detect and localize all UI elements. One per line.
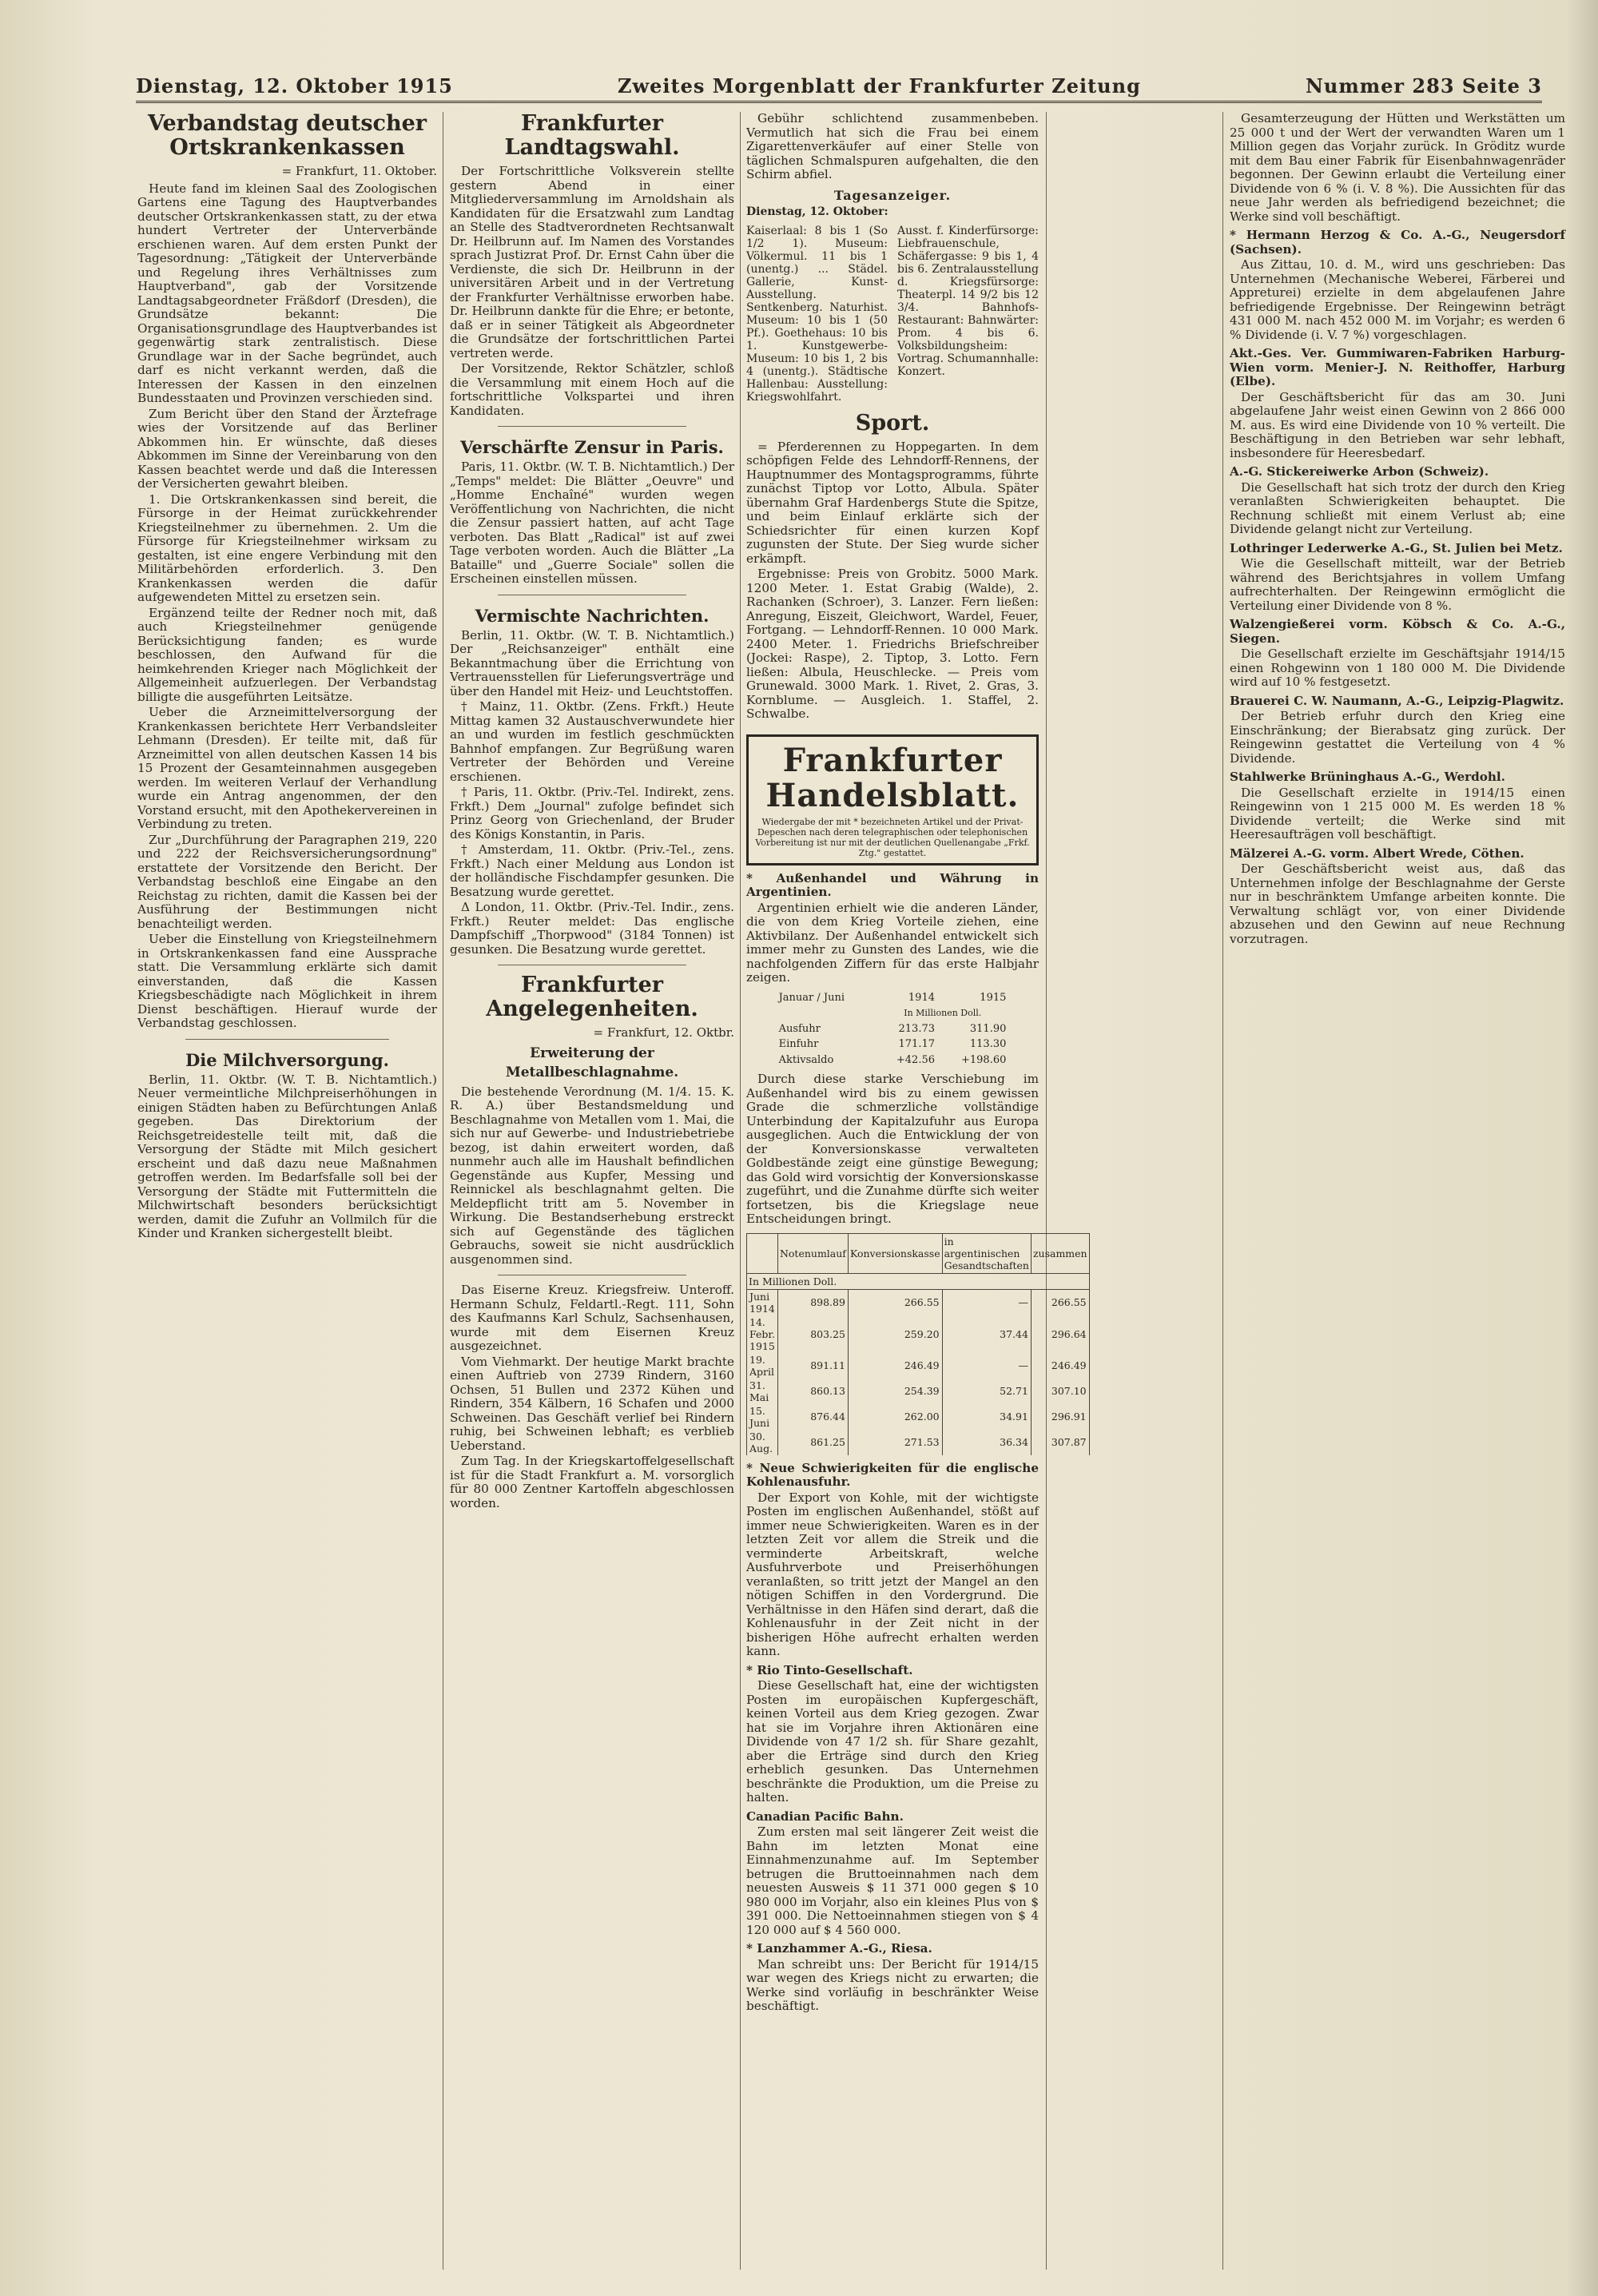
article-headline: * Hermann Herzog & Co. A.-G., Neugersdorf (Sachsen).: [1230, 228, 1565, 257]
table-cell: Aktivsaldo: [778, 1053, 834, 1066]
table-header: [747, 1233, 778, 1273]
table-unit: In Millionen Doll.: [904, 1008, 982, 1018]
table-cell: 36.34: [942, 1430, 1031, 1455]
table-cell: +42.56: [896, 1053, 935, 1066]
table-head: Januar / Juni: [778, 991, 845, 1004]
paragraph: Argentinien erhielt wie die anderen Länder, die von dem Krieg Vorteile ziehen, eine Aktivbilanz. Der Außenhandel entwickelt sich immer mehr zu Gunsten des Landes, wie die nachfolgenden Ziffern für das erste Halbjahr zeigen.: [746, 900, 1039, 985]
page-edge-shadow: [1566, 0, 1598, 2296]
paragraph: Ergänzend teilte der Redner noch mit, daß auch Kriegsteilnehmer genügende Berücksichtigung fanden; es wurde beschlossen, den Aufwand für die heimkehrenden Krieger nach Möglichkeit der Allgemeinheit aufzuerlegen. Der Verbandstag billigte die ausgeführten Leitsätze.: [137, 605, 437, 704]
table-cell: 891.11: [777, 1353, 848, 1379]
table-row: [747, 1379, 1090, 1404]
table-cell: Einfuhr: [778, 1038, 819, 1050]
table-cell: 876.44: [777, 1404, 848, 1430]
paragraph: Paris, 11. Oktbr. (W. T. B. Nichtamtlich.) Der „Temps" meldet: Die Blätter „Oeuvre" und „Homme Enchaîné" wurden wegen Veröffentlichung von Nachrichten, die nicht die Zensur passiert hatten, auf acht Tage verboten. Das Blatt „Radical" ist auf zwei Tage verboten worden. Auch die Blätter „La Bataille" und „Guerre Sociale" sollen die Erscheinen einstellen müssen.: [450, 460, 734, 586]
paragraph: Die bestehende Verordnung (M. 1/4. 15. K. R. A.) über Bestandsmeldung und Beschlagnahme von Metallen vom 1. Mai, die sich nur auf Gewerbe- und Industriebetriebe bezog, ist dahin erweitert worden, daß nunmehr auch alle im Haushalt befindlichen Gegenstände aus Kupfer, Messing und Reinnickel als beschlagnahmt gelten. Die Meldepflicht tritt am 5. November in Wirkung. Die Bestandserhebung erstreckt sich auf Gegenstände des täglichen Gebrauchs, soweit sie nicht ausdrücklich ausgenommen sind.: [450, 1084, 734, 1267]
paragraph: Zum Bericht über den Stand der Ärztefrage wies der Vorsitzende auf das Berliner Abkommen hin. Er wünschte, daß dieses Abkommen im Sinne der Vereinbarung von den Kassen beachtet werde und daß die Interessen der Versicherten gewahrt bleiben.: [137, 406, 437, 491]
table-cell: 262.00: [848, 1404, 942, 1430]
article-headline: Verbandstag deutscher Ortskrankenkassen: [147, 111, 427, 160]
article-headline: Akt.-Ges. Ver. Gummiwaren-Fabriken Harburg-Wien vorm. Menier-J. N. Reithoffer, Harburg (Elbe).: [1230, 346, 1565, 388]
article-headline: * Lanzhammer A.-G., Riesa.: [746, 1941, 932, 1956]
paragraph: Heute fand im kleinen Saal des Zoologischen Gartens eine Tagung des Hauptverbandes deutscher Ortskrankenkassen statt, zu der etwa hundert Vertreter der Unterverbände erschienen waren. Auf dem ersten Punkt der Tagesordnung: „Tätigkeit der Unterverbände und Regelung ihres Verhältnisses zum Hauptverband", gab der Vorsitzende Landtagsabgeordneter Fräßdorf (Dresden), die Grundsätze bekannt: Die Organisationsgrundlage des Hauptverbandes ist gegenwärtig stark zentralistisch. Diese Grundlage war in der Sache begründet, auch darf es nicht verkannt werden, daß die Interessen der Kassen in den einzelnen Bundesstaaten und Provinzen verschieden sind.: [137, 181, 437, 405]
table-row: [747, 1430, 1090, 1455]
article-headline: * Neue Schwierigkeiten für die englische Kohlenausfuhr.: [746, 1460, 1039, 1489]
masthead-number: Nummer 283 Seite 3: [1305, 74, 1542, 97]
table-cell: 246.49: [848, 1353, 942, 1379]
dateline: Dienstag, 12. Oktober:: [746, 205, 888, 218]
table-cell: 15. Juni: [747, 1404, 778, 1430]
table-cell: 37.44: [942, 1315, 1031, 1353]
table-cell: —: [942, 1353, 1031, 1379]
article-headline: Stahlwerke Brüninghaus A.-G., Werdohl.: [1230, 770, 1505, 784]
article-headline: Die Milchversorgung.: [185, 1049, 389, 1070]
paragraph: Aus Zittau, 10. d. M., wird uns geschrieben: Das Unternehmen (Mechanische Weberei, Färberei und Appreturei) erzielte in dem abgelaufenen Jahre befriedigende Ergebnisse. Der Reingewinn beträgt 431 000 M. nach 452 000 M. im Vorjahr; es werden 6 % Dividende (i. V. 7 %) vorgeschlagen.: [1230, 257, 1565, 342]
article-headline: Canadian Pacific Bahn.: [746, 1809, 904, 1824]
table-header: zusammen: [1031, 1233, 1089, 1273]
paragraph: 1. Die Ortskrankenkassen sind bereit, die Fürsorge in der Heimat zurückkehrender Kriegsteilnehmer zu übernehmen. 2. Um die Fürsorge für Kriegsteilnehmer wirksam zu gestalten, ist eine engere Verbindung mit den Militärbehörden erforderlich. 3. Den Krankenkassen werden die dafür aufgewendeten Mittel zu ersetzen sein.: [137, 491, 437, 604]
table-cell: 296.91: [1031, 1404, 1089, 1430]
column-4: [1230, 112, 1565, 2270]
section-headline: Sport.: [855, 410, 930, 436]
listing-left: Kaiserlaal: 8 bis 1 (So 1/2 1). Museum: Völkermul. 11 bis 1 (unentg.) ... Städel. Gallerie, Kunst-Ausstellung. Sentkenberg. Naturhist. Museum: 10 bis 1 (50 Pf.). Goethehaus: 10 bis 1. Kunstgewerbe-Museum: 10 bis 1, 2 bis 4 (unentg.). Städtische Hallenbau: Ausstellung: Kriegswohlfahrt.: [746, 224, 888, 404]
table-cell: 307.87: [1031, 1430, 1089, 1455]
paragraph: Δ London, 11. Oktbr. (Priv.-Tel. Indir., zens. Frkft.) Reuter meldet: Das englische Dampfschiff „Thorpwood" (3184 Tonnen) ist gesunken. Die Besatzung wurde gerettet.: [450, 900, 734, 957]
article-headline: Verschärfte Zensur in Paris.: [460, 437, 724, 457]
table-cell: 30. Aug.: [747, 1430, 778, 1455]
paragraph: † Amsterdam, 11. Oktbr. (Priv.-Tel., zens. Frkft.) Nach einer Meldung aus London ist der holländische Fischdampfer gesunken. Die Besatzung wurde gerettet.: [450, 842, 734, 899]
paragraph: Der Geschäftsbericht für das am 30. Juni abgelaufene Jahr weist einen Gewinn von 2 866 000 M. aus. Es wird eine Dividende von 10 % verteilt. Die Beschäftigung in den Betrieben war sehr lebhaft, insbesondere für Heeresbedarf.: [1230, 389, 1565, 460]
paragraph: Ergebnisse: Preis von Grobitz. 5000 Mark. 1200 Meter. 1. Estat Grabig (Walde), 2. Rachanken (Schroer), 3. Lanzer. Fern ließen: Anregung, Eiszeit, Gleichwort, Wardel, Feuer, Fortgang. — Lehndorff-Rennen. 10 000 Mark. 2400 Meter. 1. Friedrichs Briefschreiber (Jockei: Raspe), 2. Tiptop, 3. Lotto. Fern ließen: Albula, Heuschlecke. — Preis vom Grunewald. 3000 Mark. 1. Rivet, 2. Gras, 3. Kornblume. — Ausgleich. 1. Staffel, 2. Schwalbe.: [746, 567, 1039, 721]
article-subheadline: Erweiterung der Metallbeschlagnahme.: [505, 1045, 679, 1080]
table-cell: 803.25: [777, 1315, 848, 1353]
column-2: [450, 112, 734, 2270]
table-cell: 271.53: [848, 1430, 942, 1455]
table-cell: 307.10: [1031, 1379, 1089, 1404]
table-unit: In Millionen Doll.: [747, 1273, 1090, 1289]
paragraph: † Paris, 11. Oktbr. (Priv.-Tel. Indirekt, zens. Frkft.) Dem „Journal" zufolge befindet sich Prinz Georg von Griechenland, der Bruder des Königs Konstantin, in Paris.: [450, 785, 734, 842]
handelsblatt-banner: [746, 734, 1039, 865]
article-headline: Frankfurter Landtagswahl.: [504, 111, 680, 160]
table-header: Notenumlauf: [777, 1233, 848, 1273]
paragraph: Der Export von Kohle, mit der wichtigste Posten im englischen Außenhandel, stößt auf immer neue Schwierigkeiten. Waren es in der letzten Zeit vor allem die Streik und die verminderte Arbeitskraft, welche Ausfuhrverbote und Preiserhöhungen veranlaßten, so tritt jetzt der Mangel an den nötigen Schiffen in den Vordergrund. Die Verhältnisse in den Häfen sind derart, daß die Kohlenausfuhr in der Zeit nicht in der bisherigen Höhe aufrecht erhalten werden kann.: [746, 1490, 1039, 1658]
article-headline: Brauerei C. W. Naumann, A.-G., Leipzig-Plagwitz.: [1230, 693, 1564, 708]
listing-columns: [746, 225, 1039, 404]
handelsblatt-title: Frankfurter Handelsblatt.: [765, 741, 1020, 814]
article-headline: * Außenhandel und Währung in Argentinien.: [746, 870, 1039, 899]
gold-table: [746, 1233, 1090, 1455]
paragraph: Der Geschäftsbericht weist aus, daß das Unternehmen infolge der Beschlagnahme der Gerste nur in beschränktem Umfange arbeiten konnte. Die Verwaltung schlägt vor, von einer Dividende abzusehen und den Gewinn auf neue Rechnung vorzutragen.: [1230, 861, 1565, 946]
table-cell: 860.13: [777, 1379, 848, 1404]
table-cell: 898.89: [777, 1289, 848, 1315]
paragraph: Zur „Durchführung der Paragraphen 219, 220 und 222 der Reichsversicherungsordnung" erstattete der Vorsitzende den Bericht. Der Verbandstag beschloß eine Eingabe an den Reichstag zu richten, damit die Kassen bei der Ausführung der Bestimmungen nicht benachteiligt werden.: [137, 832, 437, 931]
paragraph: Diese Gesellschaft hat, eine der wichtigsten Posten im europäischen Kupfergeschäft, keinen Vorteil aus dem Krieg gezogen. Zwar hat sie im Vorjahre ihren Aktionären eine Dividende von 47 1/2 sh. für Share gezahlt, aber die Erträge sind durch den Krieg erheblich gesunken. Das Unternehmen beschränkte die Produktion, um die Preise zu halten.: [746, 1678, 1039, 1805]
paragraph: Berlin, 11. Oktbr. (W. T. B. Nichtamtlich.) Neuer vermeintliche Milchpreiserhöhungen in einigen Städten haben zu Befürchtungen Anlaß gegeben. Das Direktorium der Reichsgetreidestelle teilt mit, daß die Versorgung der Städte mit Milch gesichert erscheint und daß dazu neue Maßnahmen getroffen werden. Im Bedarfsfalle soll bei der Versorgung der Städte mit Futtermitteln die Milchwirtschaft besonders berücksichtigt werden, damit die Zufuhr an Vollmilch für die Kinder und Kranken sichergestellt bleibt.: [137, 1072, 437, 1240]
table-row: [747, 1289, 1090, 1315]
paragraph: = Pferderennen zu Hoppegarten. In dem schöpfigen Felde des Lehndorff-Rennens, der Hauptnummer des Montagsprogramms, führte zunächst Tiptop vor Lotto, Albula. Später übernahm Graf Hardenbergs Stute die Spitze, und beim Einlauf erklärte sich der Schiedsrichter für einen kurzen Kopf zugunsten der Stute. Der Sieg wurde sicher erkämpft.: [746, 439, 1039, 566]
dateline: = Frankfurt, 11. Oktober.: [281, 164, 437, 178]
table-cell: 19. April: [747, 1353, 778, 1379]
paragraph: Ueber die Arzneimittelversorgung der Krankenkassen berichtete Herr Verbandsleiter Lehmann (Dresden). Er teilte mit, daß für Arzneimittel von allen deutschen Kassen 14 bis 15 Prozent der Gesamteinnahmen ausgegeben werden. Im weiteren Verlauf der Verhandlung wurde ein Antrag angenommen, der den Vorstand ersucht, mit den Apothekervereinen in Verbindung zu treten.: [137, 705, 437, 831]
column-rule: [1046, 112, 1047, 2270]
paragraph: Der Vorsitzende, Rektor Schätzler, schloß die Versammlung mit einem Hoch auf die fortschrittliche Volkspartei und ihren Kandidaten.: [450, 361, 734, 418]
column-3: [746, 111, 1087, 2270]
column-1: [137, 112, 437, 2270]
table-cell: 311.90: [969, 1022, 1007, 1035]
table-cell: 266.55: [1031, 1289, 1089, 1315]
table-cell: 213.73: [898, 1022, 935, 1035]
paragraph: † Mainz, 11. Oktbr. (Zens. Frkft.) Heute Mittag kamen 32 Austauschverwundete hier an und wurden im festlich geschmückten Bahnhof empfangen. Zur Begrüßung waren Vertreter der Behörden und Vereine erschienen.: [450, 699, 734, 784]
paragraph: Die Gesellschaft erzielte im Geschäftsjahr 1914/15 einen Rohgewinn von 1 180 000 M. Die Dividende wird auf 10 % festgesetzt.: [1230, 647, 1565, 689]
table-row: [747, 1404, 1090, 1430]
masthead-title: Zweites Morgenblatt der Frankfurter Zeitung: [617, 74, 1141, 97]
table-row: [747, 1315, 1090, 1353]
paragraph: Gesamterzeugung der Hütten und Werkstätten um 25 000 t und der Wert der verwandten Waren um 1 Million gegen das Vorjahr zurück. In Gröditz wurde mit dem Bau einer Fabrik für Eisenbahnwagenräder begonnen. Der Gewinn erlaubt die Verteilung einer Dividende von 6 % (i. V. 8 %). Die Aussichten für das neue Jahr werden als befriedigend bezeichnet; die Werke sind voll beschäftigt.: [1230, 111, 1565, 224]
trade-table: [776, 990, 1010, 1068]
table-head: 1914: [908, 991, 935, 1004]
dateline: = Frankfurt, 12. Oktbr.: [593, 1025, 734, 1040]
table-cell: 266.55: [848, 1289, 942, 1315]
table-cell: 31. Mai: [747, 1379, 778, 1404]
column-rule: [1222, 112, 1223, 2270]
masthead: [136, 70, 1542, 103]
article-headline: Frankfurter Angelegenheiten.: [486, 973, 698, 1021]
paragraph: Gebühr schlichtend zusammenbeben. Vermutlich hat sich die Frau bei einem Zigarettenverkäufer auf einer Stelle von täglichen Schmalspuren aufgehalten, die den Schirm abfiel.: [746, 111, 1039, 181]
table-cell: +198.60: [961, 1053, 1007, 1066]
table-cell: 861.25: [777, 1430, 848, 1455]
paragraph: Zum Tag. In der Kriegskartoffelgesellschaft ist für die Stadt Frankfurt a. M. vorsorglich für 80 000 Zentner Kartoffeln abgeschlossen worden.: [450, 1454, 734, 1510]
article-headline: * Rio Tinto-Gesellschaft.: [746, 1662, 913, 1677]
table-header: in argentinischen Gesandtschaften: [942, 1233, 1031, 1273]
table-cell: 246.49: [1031, 1353, 1089, 1379]
table-cell: 14. Febr. 1915: [747, 1315, 778, 1353]
paragraph: Der Betrieb erfuhr durch den Krieg eine Einschränkung; der Bierabsatz ging zurück. Der Reingewinn gestattet die Verteilung von 4 % Dividende.: [1230, 709, 1565, 766]
table-cell: —: [942, 1289, 1031, 1315]
table-cell: 52.71: [942, 1379, 1031, 1404]
table-cell: 254.39: [848, 1379, 942, 1404]
table-cell: 171.17: [898, 1038, 935, 1050]
listing-right: Ausst. f. Kinderfürsorge: Liebfrauenschule, Schäfergasse: 9 bis 1, 4 bis 6. Zentralausstellung d. Kriegsfürsorge: Theaterpl. 14 9/2 bis 12 3/4. Bahnhofs-Restaurant: Bahnwärter: Prom. 4 bis 6. Volksbildungsheim: Vortrag. Schumannhalle: Konzert.: [897, 224, 1039, 378]
table-cell: Ausfuhr: [778, 1022, 821, 1035]
masthead-date: Dienstag, 12. Oktober 1915: [136, 74, 453, 97]
separator: [498, 426, 686, 427]
paragraph: Die Gesellschaft erzielte in 1914/15 einen Reingewinn von 1 215 000 M. Es werden 18 % Dividende verteilt; die Werke sind mit Heeresaufträgen voll beschäftigt.: [1230, 785, 1565, 842]
table-cell: 296.64: [1031, 1315, 1089, 1353]
table-cell: 259.20: [848, 1315, 942, 1353]
handelsblatt-note: Wiedergabe der mit * bezeichneten Artikel und der Privat-Depeschen nach deren telegraphischen oder telephonischen Vorbereitung ist nur mit der deutlichen Quellenangabe „Frkf. Ztg." gestattet.: [755, 816, 1030, 858]
article-headline: Lothringer Lederwerke A.-G., St. Julien bei Metz.: [1230, 540, 1563, 555]
article-headline: Walzengießerei vorm. Köbsch & Co. A.-G., Siegen.: [1230, 617, 1565, 646]
paragraph: Durch diese starke Verschiebung im Außenhandel wird bis zu einem gewissen Grade die schmerzliche vollständige Unterbindung der Kapitalzufuhr aus Europa ausgeglichen. Auch die Entwicklung der von der Konversionskasse verwalteten Goldbestände zeigt eine günstige Bewegung; das Gold wird vorsichtig der Konversionskasse zugeführt, und die Zunahme dürfte sich weiter fortsetzen, bis die Kriegslage neue Entscheidungen bringt.: [746, 1072, 1039, 1226]
section-title: Tagesanzeiger.: [833, 187, 952, 203]
paragraph: Das Eiserne Kreuz. Kriegsfreiw. Unteroff. Hermann Schulz, Feldartl.-Regt. 111, Sohn des Kaufmanns Karl Schulz, Sachsenhausen, wurde mit dem Eisernen Kreuz ausgezeichnet.: [450, 1283, 734, 1353]
table-cell: 113.30: [969, 1038, 1007, 1050]
paragraph: Berlin, 11. Oktbr. (W. T. B. Nichtamtlich.) Der „Reichsanzeiger" enthält eine Bekanntmachung über die Errichtung von Vertrauensstellen für Lieferungsverträge und über den Handel mit Heiz- und Leuchtstoffen.: [450, 627, 734, 698]
paragraph: Ueber die Einstellung von Kriegsteilnehmern in Ortskrankenkassen fand eine Aussprache statt. Die Versammlung erklärte sich damit einverstanden, daß die Kassen Kriegsbeschädigte nach Möglichkeit in ihrem Dienst beschäftigen. Hierauf wurde der Verbandstag geschlossen.: [137, 932, 437, 1030]
table-head: 1915: [980, 991, 1007, 1004]
article-headline: Mälzerei A.-G. vorm. Albert Wrede, Cöthen.: [1230, 846, 1524, 861]
paragraph: Der Fortschrittliche Volksverein stellte gestern Abend in einer Mitgliederversammlung im Arnoldshain als Kandidaten für die Ersatzwahl zum Landtag an Stelle des Stadtverordneten Rechtsanwalt Dr. Heilbrunn auf. Im Namen des Vorstandes sprach Justizrat Prof. Dr. Ernst Cahn über die Verdienste, die sich Dr. Heilbrunn in der universitären Arbeit und in der Vertretung der Frankfurter Verhältnisse erworben habe. Dr. Heilbrunn dankte für die Ehre; er betonte, daß er in seiner Tätigkeit als Abgeordneter die Grundsätze der fortschrittlichen Partei vertreten werde.: [450, 164, 734, 360]
table-cell: Juni 1914: [747, 1289, 778, 1315]
article-headline: A.-G. Stickereiwerke Arbon (Schweiz).: [1230, 464, 1489, 479]
table-cell: 34.91: [942, 1404, 1031, 1430]
paragraph: Zum ersten mal seit längerer Zeit weist die Bahn im letzten Monat eine Einnahmenzunahme auf. Im September betrugen die Bruttoeinnahmen nach dem neuesten Ausweis $ 11 371 000 gegen $ 10 980 000 im Vorjahr, also ein kleines Plus von $ 391 000. Die Nettoeinnahmen stiegen von $ 4 120 000 auf $ 4 560 000.: [746, 1824, 1039, 1937]
table-header: Konversionskasse: [848, 1233, 942, 1273]
article-headline: Vermischte Nachrichten.: [475, 605, 710, 626]
paragraph: Wie die Gesellschaft mitteilt, war der Betrieb während des Berichtsjahres in vollem Umfang aufrechterhalten. Der Reingewinn ermöglicht die Verteilung einer Dividende von 8 %.: [1230, 556, 1565, 613]
paragraph: Man schreibt uns: Der Bericht für 1914/15 war wegen des Kriegs nicht zu erwarten; die Werke sind vorläufig in beschränkter Weise beschäftigt.: [746, 1956, 1039, 2013]
paragraph: Die Gesellschaft hat sich trotz der durch den Krieg veranlaßten Schwierigkeiten behauptet. Die Rechnung schließt mit einem Verlust ab; eine Dividende gelangt nicht zur Verteilung.: [1230, 479, 1565, 536]
separator: [185, 1039, 389, 1040]
table-row: [747, 1353, 1090, 1379]
column-rule: [740, 112, 741, 2270]
paragraph: Vom Viehmarkt. Der heutige Markt brachte einen Auftrieb von 2739 Rindern, 3160 Ochsen, 51 Bullen und 2372 Kühen und Rindern, 354 Kälbern, 16 Schafen und 2000 Schweinen. Das Geschäft verlief bei Rindern ruhig, bei Schweinen lebhaft; es verblieb Ueberstand.: [450, 1354, 734, 1453]
